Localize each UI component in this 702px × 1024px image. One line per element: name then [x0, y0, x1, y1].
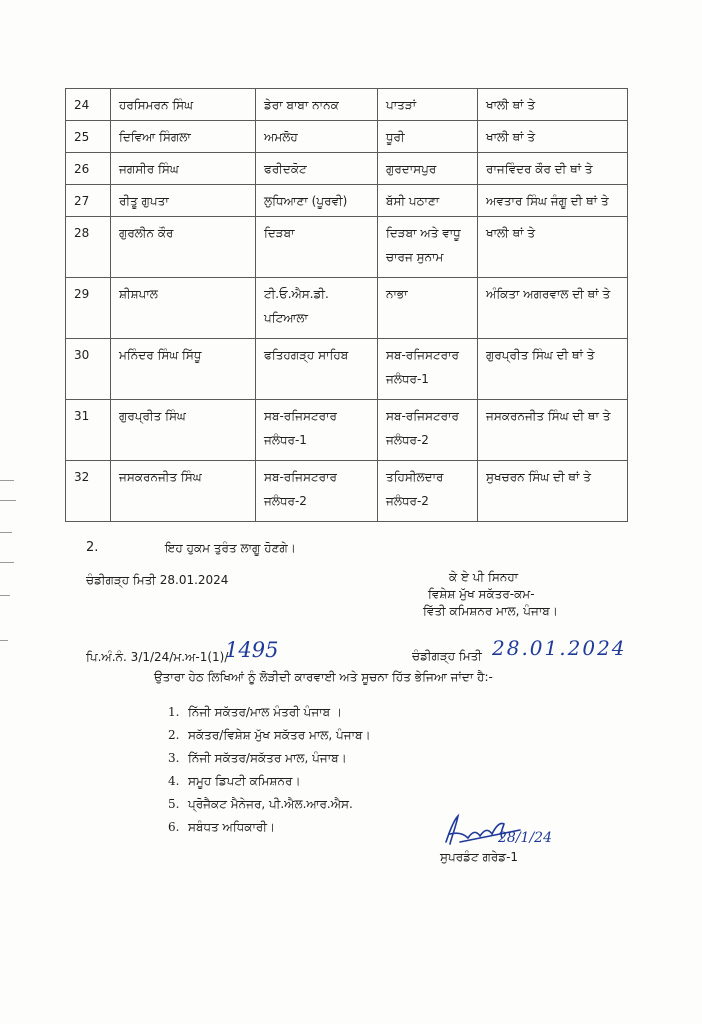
copy-to-item [168, 816, 371, 839]
officer-name: ਗੁਰਲੀਨ ਕੌਰ [111, 217, 256, 278]
from-station [256, 339, 378, 400]
serial-number: 26 [66, 153, 111, 185]
officer-name: ਰੀਤੂ ਗੁਪਤਾ [111, 185, 256, 217]
from-station [256, 89, 378, 121]
to-station-line: ਪਾਤੜਾਂ [386, 98, 417, 112]
copy-to-item [168, 701, 371, 724]
signature-date: 28/1/24 [498, 830, 552, 846]
to-station-line: ਜਲੰਧਰ-2 [386, 494, 429, 508]
table-row [66, 278, 628, 339]
copy-to-number: 6. [168, 820, 180, 834]
to-station [378, 461, 478, 522]
officer-name: ਸ਼ੀਸ਼ਪਾਲ [111, 278, 256, 339]
copy-to-text: ਨਿੱਜੀ ਸਕੱਤਰ/ਸਕੱਤਰ ਮਾਲ, ਪੰਜਾਬ। [188, 751, 347, 765]
to-station-line: ਜਲੰਧਰ-1 [386, 372, 429, 386]
to-station-line: ਤਹਿਸੀਲਦਾਰ [386, 470, 444, 484]
to-station [378, 278, 478, 339]
table-row [66, 89, 628, 121]
serial-number: 24 [66, 89, 111, 121]
copy-to-item [168, 770, 371, 793]
facing-page-bleed-through [0, 300, 24, 720]
to-station-line: ਸਬ-ਰਜਿਸਟਰਾਰ [386, 348, 459, 362]
serial-number: 31 [66, 400, 111, 461]
to-station-line: ਧੂਰੀ [386, 130, 405, 144]
to-station [378, 185, 478, 217]
copy-to-text: ਪ੍ਰੋਜੈਕਟ ਮੈਨੇਜਰ, ਪੀ.ਐਲ.ਆਰ.ਐਸ. [188, 797, 353, 811]
serial-number: 30 [66, 339, 111, 400]
from-station [256, 217, 378, 278]
officer-name: ਹਰਸਿਮਰਨ ਸਿੰਘ [111, 89, 256, 121]
to-station [378, 121, 478, 153]
remark: ਅਵਤਾਰ ਸਿੰਘ ਜੰਗੂ ਦੀ ਥਾਂ ਤੇ [478, 185, 628, 217]
from-station-line: ਦਿੜਬਾ [264, 226, 295, 240]
from-station-line: ਡੇਰਾ ਬਾਬਾ ਨਾਨਕ [264, 98, 339, 112]
from-station [256, 185, 378, 217]
copy-to-text: ਸਕੱਤਰ/ਵਿਸ਼ੇਸ਼ ਮੁੱਖ ਸਕੱਤਰ ਮਾਲ, ਪੰਜਾਬ। [188, 728, 371, 742]
para-text: ਇਹ ਹੁਕਮ ਤੁਰੰਤ ਲਾਗੂ ਹੋਣਗੇ। [165, 541, 296, 555]
signatory-name: ਕੇ ਏ ਪੀ ਸਿਨਹਾ [449, 570, 519, 584]
table-row [66, 339, 628, 400]
to-station-line: ਦਿੜਬਾ ਅਤੇ ਵਾਧੂ [386, 226, 461, 240]
to-station-line: ਨਾਭਾ [386, 287, 408, 301]
officer-name: ਜਸਕਰਨਜੀਤ ਸਿੰਘ [111, 461, 256, 522]
to-station-line: ਬੱਸੀ ਪਠਾਣਾ [386, 194, 440, 208]
table-row [66, 217, 628, 278]
table-row [66, 185, 628, 217]
table-row [66, 461, 628, 522]
ref-prefix: ਪਿ.ਅੰ.ਨੰ. 3/1/24/ਮ.ਅ-1(1)/ [86, 650, 229, 664]
remark: ਜਸਕਰਨਜੀਤ ਸਿੰਘ ਦੀ ਥਾ ਤੇ [478, 400, 628, 461]
remark: ਖਾਲੀ ਥਾਂ ਤੇ [478, 121, 628, 153]
para-number: 2. [86, 540, 99, 555]
copy-to-item [168, 747, 371, 770]
from-station-line: ਪਟਿਆਲਾ [264, 311, 308, 325]
copy-to-text: ਨਿੱਜੀ ਸਕੱਤਰ/ਮਾਲ ਮੰਤਰੀ ਪੰਜਾਬ । [188, 705, 343, 719]
to-station-line: ਗੁਰਦਾਸਪੁਰ [386, 162, 437, 176]
superintendent-designation: ਸੁਪਰਡੰਟ ਗਰੇਡ-1 [440, 850, 519, 864]
to-station [378, 217, 478, 278]
copy-to-number: 5. [168, 797, 180, 811]
from-station-line: ਫਰੀਦਕੋਟ [264, 162, 307, 176]
copy-to-number: 3. [168, 751, 180, 765]
serial-number: 25 [66, 121, 111, 153]
from-station-line: ਟੀ.ਓ.ਐਸ.ਡੀ. [264, 287, 329, 301]
copy-to-number: 2. [168, 728, 180, 742]
copy-to-list [168, 701, 371, 839]
handwritten-date: 28.01.2024 [492, 636, 627, 660]
from-station-line: ਅਮਲੋਹ [264, 130, 298, 144]
to-station-line: ਜਲੰਧਰ-2 [386, 433, 429, 447]
copy-to-item [168, 724, 371, 747]
signatory-designation-1: ਵਿਸ਼ੇਸ਼ ਮੁੱਖ ਸਕੱਤਰ-ਕਮ- [428, 587, 535, 601]
officer-name: ਗੁਰਪ੍ਰੀਤ ਸਿੰਘ [111, 400, 256, 461]
from-station-line: ਲੁਧਿਆਣਾ (ਪੂਰਵੀ) [264, 194, 348, 208]
table-row [66, 400, 628, 461]
serial-number: 29 [66, 278, 111, 339]
serial-number: 32 [66, 461, 111, 522]
copy-to-text: ਸਬੰਧਤ ਅਧਿਕਾਰੀ। [188, 820, 276, 834]
officer-name: ਜਗਸੀਰ ਸਿੰਘ [111, 153, 256, 185]
officer-name: ਦਿਵਿਆ ਸਿੰਗਲਾ [111, 121, 256, 153]
copy-to-number: 1. [168, 705, 180, 719]
to-station [378, 89, 478, 121]
from-station [256, 400, 378, 461]
from-station [256, 153, 378, 185]
copy-to-item [168, 793, 371, 816]
copy-to-text: ਸਮੂਹ ਡਿਪਟੀ ਕਮਿਸ਼ਨਰ। [188, 774, 301, 788]
to-station-line: ਚਾਰਜ ਸੁਨਾਮ [386, 250, 444, 264]
serial-number: 28 [66, 217, 111, 278]
from-station-line: ਸਬ-ਰਜਿਸਟਰਾਰ [264, 470, 337, 484]
remark: ਅੰਕਿਤਾ ਅਗਰਵਾਲ ਦੀ ਥਾਂ ਤੇ [478, 278, 628, 339]
from-station [256, 121, 378, 153]
to-station [378, 339, 478, 400]
from-station-line: ਫਤਿਹਗੜ੍ਹ ਸਾਹਿਬ [264, 348, 349, 362]
remark: ਸੁਖਚਰਨ ਸਿੰਘ ਦੀ ਥਾਂ ਤੇ [478, 461, 628, 522]
to-station-line: ਸਬ-ਰਜਿਸਟਰਾਰ [386, 409, 459, 423]
copy-to-number: 4. [168, 774, 180, 788]
from-station [256, 278, 378, 339]
endorsement-date-label: ਚੰਡੀਗੜ੍ਹ ਮਿਤੀ [412, 649, 482, 663]
table-row [66, 121, 628, 153]
from-station-line: ਜਲੰਧਰ-1 [264, 433, 307, 447]
to-station [378, 153, 478, 185]
endorsement-intro: ਉਤਾਰਾ ਹੇਠ ਲਿਖਿਆਂ ਨੂੰ ਲੋੜੀਦੀ ਕਾਰਵਾਈ ਅਤੇ ਸੂਚਨਾ ਹਿੱਤ ਭੇਜਿਆ ਜਾਂਦਾ ਹੈ:- [154, 670, 493, 684]
serial-number: 27 [66, 185, 111, 217]
handwritten-ref-number: 1495 [225, 638, 279, 662]
from-station-line: ਜਲੰਧਰ-2 [264, 494, 307, 508]
transfer-table [65, 88, 628, 522]
superintendent-signature [440, 812, 552, 854]
from-station [256, 461, 378, 522]
to-station [378, 400, 478, 461]
signatory-designation-2: ਵਿੱਤੀ ਕਮਿਸ਼ਨਰ ਮਾਲ, ਪੰਜਾਬ। [423, 604, 558, 618]
remark: ਗੁਰਪ੍ਰੀਤ ਸਿੰਘ ਦੀ ਥਾਂ ਤੇ [478, 339, 628, 400]
from-station-line: ਸਬ-ਰਜਿਸਟਰਾਰ [264, 409, 337, 423]
remark: ਖਾਲੀ ਥਾਂ ਤੇ [478, 89, 628, 121]
remark: ਰਾਜਵਿੰਦਰ ਕੌਰ ਦੀ ਥਾਂ ਤੇ [478, 153, 628, 185]
place-date: ਚੰਡੀਗੜ੍ਹ ਮਿਤੀ 28.01.2024 [86, 573, 229, 587]
table-row [66, 153, 628, 185]
endorsement-ref [86, 650, 228, 665]
remark: ਖਾਲੀ ਥਾਂ ਤੇ [478, 217, 628, 278]
officer-name: ਮਨਿੰਦਰ ਸਿੰਘ ਸਿੱਧੂ [111, 339, 256, 400]
